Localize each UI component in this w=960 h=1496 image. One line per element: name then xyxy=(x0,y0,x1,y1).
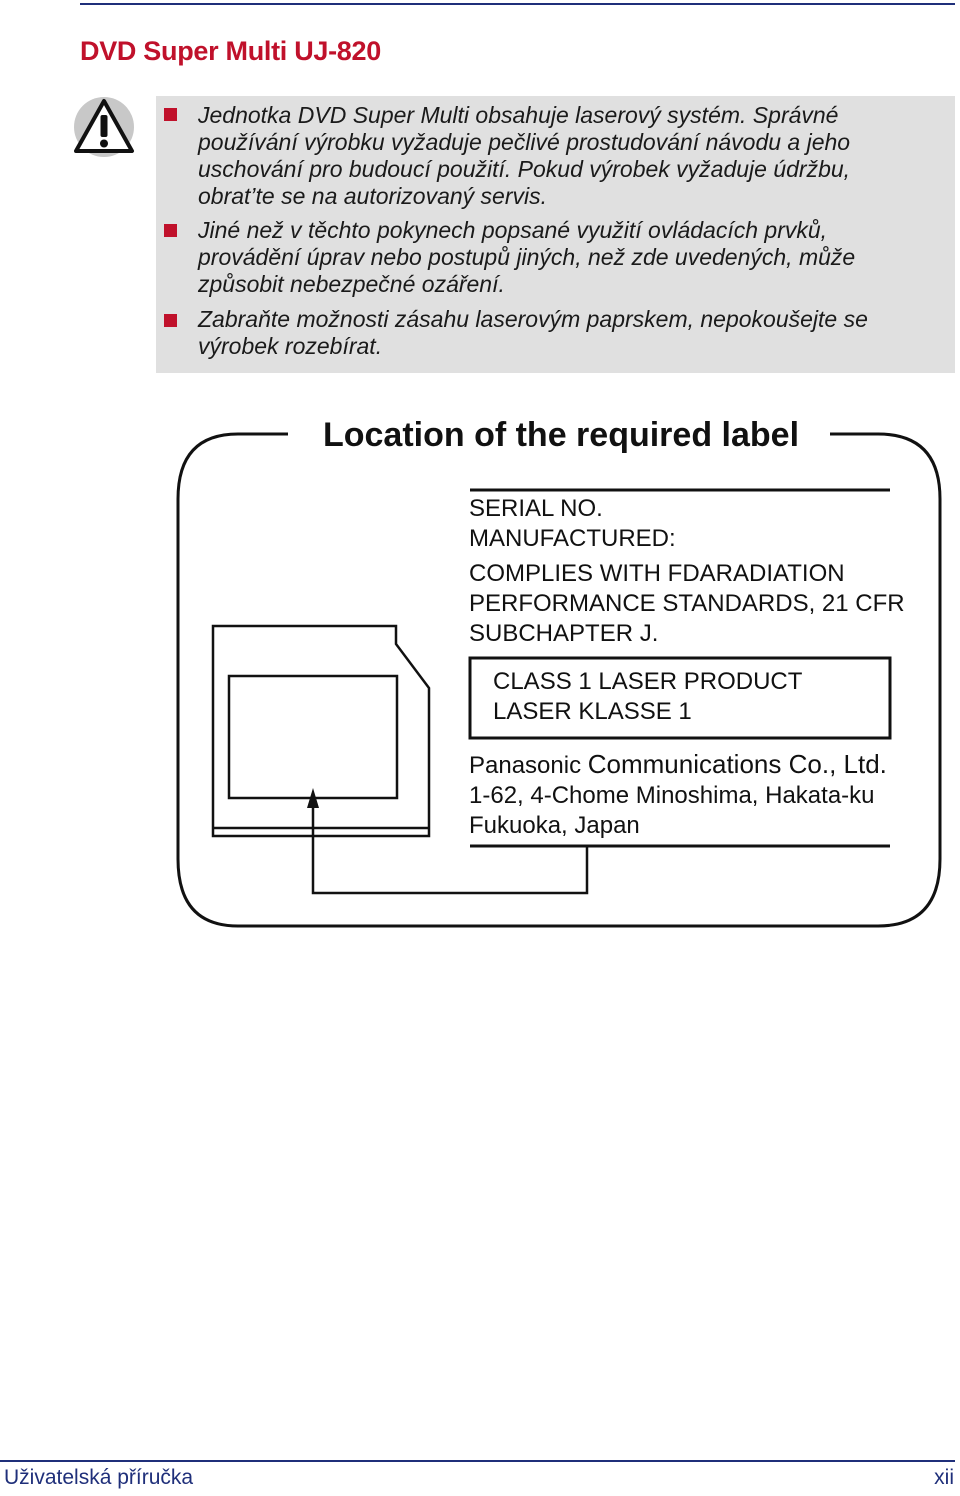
laser-class-line: LASER KLASSE 1 xyxy=(493,698,692,725)
top-rule xyxy=(80,3,955,5)
footer-page-number: xii xyxy=(934,1466,954,1489)
compliance-line: PERFORMANCE STANDARDS, 21 CFR xyxy=(469,590,905,617)
laser-class-line: CLASS 1 LASER PRODUCT xyxy=(493,668,803,695)
manufacturer-name: Communications Co., Ltd. xyxy=(587,749,887,779)
serial-number-label: SERIAL NO. xyxy=(469,495,603,522)
bullet-line: výrobek rozebírat. xyxy=(198,333,383,359)
laser-warning-box xyxy=(156,96,955,373)
bottom-rule xyxy=(0,1460,955,1462)
bullet-line: obrat’te se na autorizovaný servis. xyxy=(198,183,548,209)
bullet-marker xyxy=(164,314,177,327)
label-location-diagram xyxy=(176,404,946,934)
bullet-line: provádění úprav nebo postupů jiných, než zde uvedených, může xyxy=(198,244,856,270)
bullet-marker xyxy=(164,224,177,237)
manufactured-label: MANUFACTURED: xyxy=(469,525,676,552)
bullet-line: používání výrobku vyžaduje pečlivé prostudování návodu a jeho xyxy=(198,129,851,155)
compliance-line: SUBCHAPTER J. xyxy=(469,620,659,647)
manufacturer-line xyxy=(469,749,887,781)
bullet-marker xyxy=(164,108,177,121)
bullet-line: uschování pro budoucí použití. Pokud výrobek vyžaduje údržbu, xyxy=(198,156,851,182)
warning-bullet-3 xyxy=(198,306,943,360)
bullet-line: Zabraňte možnosti zásahu laserovým paprskem, nepokoušejte se xyxy=(198,306,868,332)
bullet-line: Jednotka DVD Super Multi obsahuje laserový systém. Správné xyxy=(198,102,839,128)
diagram-title: Location of the required label xyxy=(322,416,800,454)
compliance-line: COMPLIES WITH FDARADIATION xyxy=(469,560,845,587)
warning-bullet-2 xyxy=(198,217,943,298)
warning-bullet-1 xyxy=(198,102,943,210)
warning-triangle-icon xyxy=(72,95,136,159)
address-line: Fukuoka, Japan xyxy=(469,812,640,839)
bullet-line: Jiné než v těchto pokynech popsané využití ovládacích prvků, xyxy=(198,217,828,243)
footer-document-title: Uživatelská příručka xyxy=(4,1466,194,1489)
bullet-line: způsobit nebezpečné ozáření. xyxy=(198,271,505,297)
section-title: DVD Super Multi UJ-820 xyxy=(80,36,381,66)
manufacturer-brand: Panasonic xyxy=(469,752,582,779)
address-line: 1-62, 4-Chome Minoshima, Hakata-ku xyxy=(469,782,875,809)
